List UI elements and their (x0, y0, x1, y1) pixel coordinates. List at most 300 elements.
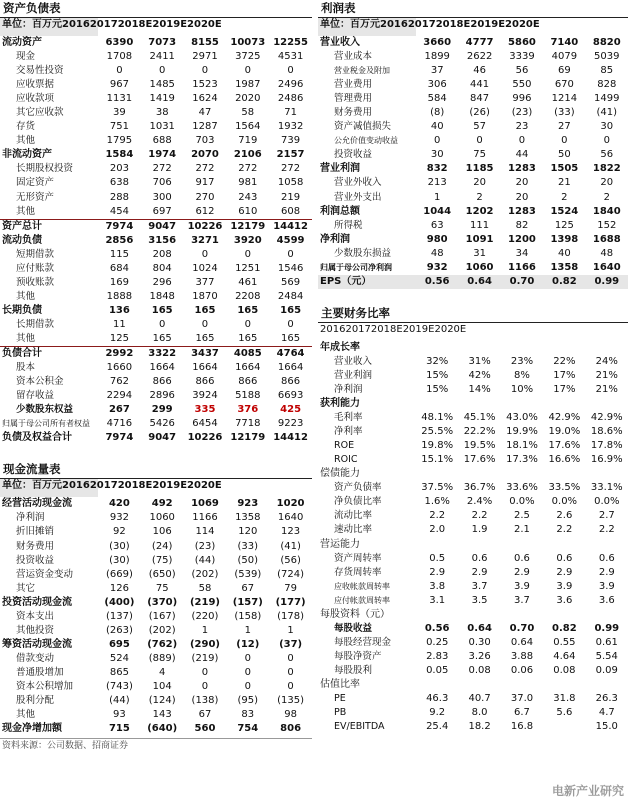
row-value: 0 (287, 666, 294, 678)
row-label: 其他 (16, 333, 36, 344)
row-value: 67 (198, 709, 212, 721)
row-value (501, 341, 543, 355)
row-label: 存货 (16, 121, 36, 133)
table-row (318, 636, 628, 650)
table-row (318, 467, 628, 481)
row-value: 208 (152, 248, 172, 260)
row-value: 1419 (149, 93, 175, 105)
row-value: 47 (198, 107, 212, 119)
table-row (318, 453, 628, 467)
row-label: 年成长率 (320, 341, 360, 353)
row-value: 8155 (191, 37, 219, 49)
row-value: 0 (244, 652, 251, 664)
row-value: 1664 (192, 362, 218, 374)
year-header: 2020E (187, 480, 222, 492)
year-header: 2020E (505, 19, 540, 30)
row-value (501, 467, 543, 481)
row-value: 48 (430, 247, 444, 259)
row-label: 应收款项 (16, 93, 55, 105)
table-row (318, 439, 628, 453)
table-row (0, 176, 312, 190)
table-header-label: 单位：百万元 (320, 19, 380, 30)
row-label: 无形资产 (16, 191, 55, 203)
table-row (318, 233, 628, 247)
row-value: 152 (597, 219, 617, 231)
row-value (586, 467, 628, 481)
row-value: (95) (237, 695, 259, 707)
row-value: 3.7 (471, 580, 488, 592)
row-value: 1251 (235, 262, 261, 274)
row-value: 30 (430, 149, 444, 161)
row-value: 33.1% (590, 482, 623, 494)
year-header: 2018E (117, 19, 153, 30)
row-value: 1688 (592, 233, 621, 245)
row-value: 17.6% (548, 440, 581, 452)
row-value: 19.8% (421, 440, 454, 452)
row-value: 1358 (550, 261, 579, 273)
row-label: 营业税金及附加 (334, 66, 390, 76)
row-label: 长期借款 (16, 318, 55, 330)
row-value: 420 (108, 498, 130, 510)
row-label: 普通股增加 (16, 666, 64, 678)
row-value: 2.9 (598, 566, 615, 578)
row-label: 营业收入 (334, 355, 373, 367)
row-value: 2.6 (556, 510, 573, 522)
row-value (416, 678, 458, 692)
row-value: 12179 (226, 219, 269, 234)
table-row (318, 92, 628, 106)
row-value: 715 (108, 723, 130, 735)
row-label: 净利润 (334, 384, 363, 395)
row-value: 684 (109, 262, 129, 274)
row-value: 1166 (192, 512, 218, 524)
row-value: 300 (152, 191, 172, 203)
row-value: 3924 (192, 390, 218, 402)
table-row (0, 219, 312, 234)
row-value: 0.61 (595, 636, 618, 648)
table-row (318, 134, 628, 148)
row-value: 10% (510, 384, 534, 395)
row-value: (24) (151, 540, 173, 552)
row-value: 0 (201, 248, 209, 260)
row-label: 每股资料（元） (320, 608, 390, 620)
row-label: 营业利润 (334, 369, 373, 381)
row-label: 所得税 (334, 219, 363, 231)
row-value: 1.9 (471, 524, 488, 536)
row-value: 1840 (592, 205, 621, 217)
row-value: 1524 (550, 205, 579, 217)
row-value: 0 (201, 65, 209, 77)
row-value: (41) (280, 540, 301, 552)
row-value: 492 (151, 498, 173, 510)
row-label: 流动资产 (2, 37, 42, 49)
row-value: 4.7 (598, 707, 615, 719)
table-row (0, 511, 312, 525)
row-value: 866 (238, 376, 258, 388)
row-value: 123 (281, 526, 301, 538)
row-value: (263) (105, 624, 133, 636)
row-value: 865 (109, 666, 129, 678)
row-value (416, 608, 458, 622)
row-value: 165 (238, 333, 258, 344)
table-row (0, 134, 312, 148)
row-value: 932 (109, 512, 129, 524)
row-value: 33.5% (548, 482, 581, 494)
row-value: 17% (553, 384, 576, 395)
row-value: 739 (281, 135, 301, 147)
row-value: 2.5 (514, 510, 530, 522)
row-value: 1287 (192, 121, 218, 133)
row-value: 8.0 (471, 707, 488, 719)
row-value: (44) (109, 695, 130, 707)
row-value: 48.1% (421, 412, 454, 424)
row-value: 270 (195, 191, 215, 203)
right-column (318, 0, 628, 734)
row-value: 10073 (230, 37, 266, 49)
row-value: 0.0% (509, 496, 535, 508)
row-value: 2.0 (429, 524, 446, 536)
row-value: 0.08 (553, 664, 576, 676)
row-value: (158) (234, 610, 262, 622)
table-row (318, 692, 628, 706)
table-row (0, 680, 312, 694)
row-label: 长期负债 (2, 304, 42, 316)
row-value: 1974 (148, 149, 177, 161)
row-value: 703 (195, 135, 215, 147)
row-value: 2.2 (598, 524, 615, 536)
row-label: 经营活动现金流 (2, 498, 72, 510)
row-value: 48 (600, 247, 614, 259)
row-value: 75 (155, 582, 169, 594)
source-note: 资料来源：公司数据、招商证券 (0, 738, 312, 753)
row-value: 0 (287, 652, 294, 664)
row-value: 14412 (269, 219, 312, 234)
row-value: (724) (277, 568, 305, 580)
row-value: 5.54 (595, 650, 618, 662)
table-row (0, 417, 312, 431)
row-value: 165 (194, 304, 216, 316)
table-header-label: 单位：百万元 (2, 480, 62, 492)
row-label: 应付帐款周转率 (334, 595, 390, 605)
table-row (0, 694, 312, 708)
row-value: 16.6% (548, 454, 581, 466)
row-value: 550 (512, 79, 532, 91)
row-value: 9047 (148, 432, 177, 444)
row-value: 2.7 (598, 510, 615, 522)
row-value (416, 397, 458, 411)
table-header-label: 单位：百万元 (2, 19, 62, 30)
table-row (0, 78, 312, 92)
row-label: 固定资产 (16, 177, 55, 189)
row-label: 投资收益 (334, 149, 373, 161)
row-value: 106 (152, 526, 172, 538)
row-value (586, 397, 628, 411)
table-row (0, 64, 312, 78)
row-value: 688 (152, 135, 172, 147)
row-value: (12) (236, 638, 260, 650)
table-row (318, 594, 628, 608)
row-value: 1131 (106, 93, 133, 105)
table-row (0, 347, 312, 362)
row-value: 104 (152, 680, 172, 692)
row-value: (640) (147, 723, 178, 735)
row-value: 1358 (235, 512, 261, 524)
table-row (318, 580, 628, 594)
row-value: 866 (152, 376, 172, 388)
table-row (0, 290, 312, 304)
row-label: 其他 (16, 205, 36, 217)
row-value: 92 (113, 526, 126, 538)
row-value: (177) (275, 596, 306, 608)
row-value: 1523 (192, 79, 218, 91)
row-value: 42.9% (548, 412, 581, 424)
row-value: 638 (109, 177, 129, 189)
row-value: 0 (201, 666, 209, 678)
row-value: 996 (512, 93, 532, 105)
row-value (543, 397, 585, 411)
row-value: 136 (108, 304, 130, 316)
row-value: 57 (473, 121, 486, 133)
row-value: 6693 (277, 390, 304, 402)
table-row (318, 219, 628, 233)
row-value: 2208 (235, 290, 261, 302)
row-value: 0.99 (594, 622, 620, 634)
row-value: 2856 (105, 234, 134, 246)
row-value: 18.2 (468, 721, 491, 733)
row-label: 交易性投资 (16, 65, 64, 77)
row-value: 203 (109, 163, 129, 175)
row-value: 25.5% (421, 426, 454, 438)
row-value: 4764 (269, 347, 312, 362)
row-value: 980 (426, 233, 448, 245)
row-value: 454 (109, 205, 129, 217)
row-value: 2070 (191, 149, 219, 161)
row-value (458, 467, 500, 481)
row-value: 1640 (592, 261, 621, 273)
row-value: 2106 (233, 149, 262, 161)
table-row (0, 582, 312, 596)
row-value: 697 (152, 205, 172, 217)
table-row (0, 708, 312, 722)
row-value: 828 (597, 79, 617, 91)
table-row (318, 650, 628, 664)
row-value: 67 (241, 582, 255, 594)
row-value (543, 341, 585, 355)
row-value: 44 (515, 149, 529, 161)
row-value: 3725 (235, 51, 261, 63)
row-label: 营业成本 (334, 51, 373, 63)
balance-sheet-table (0, 18, 312, 445)
year-header: 2019E (402, 323, 435, 335)
row-value (586, 608, 628, 622)
table-row (0, 248, 312, 262)
row-value: 3920 (233, 234, 262, 246)
row-value: 1283 (508, 163, 536, 175)
row-value: 37.5% (421, 482, 454, 494)
row-value: 2.2 (556, 524, 573, 536)
row-value: 22.2% (463, 426, 496, 438)
row-value: (539) (234, 568, 262, 580)
table-row (0, 389, 312, 403)
row-value: 441 (470, 79, 490, 91)
row-value: 15.0 (595, 721, 618, 733)
table-row (0, 652, 312, 666)
row-value: 1069 (191, 498, 219, 510)
row-label: 流动负债 (2, 234, 42, 246)
row-value: 1870 (192, 290, 218, 302)
ratios-table (318, 323, 628, 734)
row-value: (50) (237, 554, 259, 566)
row-value (501, 678, 543, 692)
row-value: 267 (108, 404, 130, 416)
row-value: 56 (515, 65, 529, 77)
row-value: 27 (558, 121, 571, 133)
row-value: (167) (148, 610, 176, 622)
row-value: 0 (287, 65, 294, 77)
table-row (318, 369, 628, 383)
row-label: 营运资金变动 (16, 568, 74, 580)
row-value: 69 (558, 65, 571, 77)
row-value: (219) (191, 652, 219, 664)
row-value: 9047 (141, 219, 184, 234)
row-value: 0.05 (426, 664, 449, 676)
row-value: 165 (152, 333, 172, 344)
row-value: 2.9 (514, 566, 530, 578)
row-label: 其他 (16, 290, 36, 302)
row-label: 预收账款 (16, 276, 55, 288)
row-value: 2.2 (429, 510, 446, 522)
row-value: 3.9 (514, 580, 530, 592)
table-row (318, 523, 628, 537)
table-row (318, 383, 628, 397)
row-value: 2294 (106, 390, 133, 402)
table-row (0, 638, 312, 652)
row-value (543, 678, 585, 692)
row-value: 706 (152, 177, 172, 189)
year-header: 2016 (62, 19, 90, 30)
row-value: 21% (595, 369, 618, 381)
row-value: 0 (561, 135, 568, 147)
row-label: 少数股东权益 (16, 404, 74, 416)
row-value: 125 (554, 219, 574, 231)
row-value: 0.56 (424, 275, 450, 287)
row-value: 93 (113, 709, 126, 721)
row-value: 272 (238, 163, 258, 175)
row-label: 营业费用 (334, 79, 373, 91)
row-value: 2484 (277, 290, 304, 302)
row-value: 63 (430, 219, 444, 231)
row-value: (290) (189, 638, 220, 650)
table-row (0, 92, 312, 106)
row-value: 0 (244, 680, 251, 692)
row-value: 0 (287, 248, 294, 260)
row-value: 120 (238, 526, 258, 538)
row-value: 79 (284, 582, 297, 594)
row-value: 2486 (277, 93, 304, 105)
row-value: (75) (151, 554, 173, 566)
row-label: 资产总计 (0, 219, 98, 234)
row-value: 4.64 (553, 650, 576, 662)
row-value: 0.6 (598, 552, 615, 564)
row-value: 608 (281, 205, 301, 217)
row-value: 169 (109, 276, 129, 288)
table-row (0, 205, 312, 220)
row-value: 272 (195, 163, 215, 175)
row-value: 1822 (592, 163, 621, 175)
row-value: 612 (195, 205, 215, 217)
row-value: 0 (244, 248, 251, 260)
table-row (318, 538, 628, 552)
year-header: 2018E (435, 19, 471, 30)
row-value: (669) (105, 568, 133, 580)
row-value: 14% (468, 384, 491, 395)
row-value: 1.6% (424, 496, 450, 508)
row-value: 24% (595, 355, 618, 367)
row-value: 18.6% (590, 426, 623, 438)
row-value: 1795 (106, 135, 133, 147)
row-value (586, 538, 628, 552)
row-label: 借款变动 (16, 652, 55, 664)
row-value: 1166 (508, 261, 536, 273)
row-value: 15.1% (421, 454, 454, 466)
row-value: 1 (201, 624, 209, 636)
row-value: 3.9 (556, 580, 573, 592)
row-label: 应付账款 (16, 262, 55, 274)
row-value (458, 397, 500, 411)
table-row (318, 566, 628, 580)
year-header: 2017 (89, 19, 118, 30)
row-value: 58 (198, 582, 212, 594)
row-label: 存货周转率 (334, 566, 382, 578)
table-row (318, 176, 628, 190)
row-value: 30 (600, 121, 614, 133)
row-value: 83 (241, 709, 255, 721)
row-label: 营运能力 (320, 538, 360, 550)
row-value: 16.8 (510, 721, 534, 733)
row-value: 3.5 (471, 594, 488, 606)
row-value: (178) (277, 610, 305, 622)
row-value: 3.6 (598, 594, 615, 606)
row-value: 3.88 (510, 650, 534, 662)
row-value: 1060 (149, 512, 175, 524)
row-value: 17% (553, 369, 576, 381)
row-value: 0.70 (509, 622, 535, 634)
row-value: 40 (558, 247, 571, 259)
row-value: 932 (426, 261, 448, 273)
year-header: 2016 (380, 19, 408, 30)
row-value: 25.4 (426, 721, 449, 733)
table-row (0, 554, 312, 568)
row-value: 967 (109, 79, 129, 91)
table-row (318, 678, 628, 692)
row-value: 0 (287, 318, 294, 330)
row-value: (44) (194, 554, 216, 566)
table-row (318, 481, 628, 495)
row-label: 公允价值变动收益 (334, 136, 398, 146)
table-row (0, 596, 312, 610)
row-label: 每股收益 (334, 622, 373, 634)
row-value: 213 (427, 177, 447, 189)
row-value: 71 (284, 107, 297, 119)
table-row (318, 36, 628, 50)
row-value: 1044 (423, 205, 452, 217)
table-row (318, 205, 628, 219)
row-value: 0.06 (510, 664, 534, 676)
row-value: (650) (148, 568, 176, 580)
row-label: 偿债能力 (320, 468, 360, 480)
row-label: 长期股权投资 (16, 163, 74, 175)
ratios-header-row (318, 323, 416, 341)
